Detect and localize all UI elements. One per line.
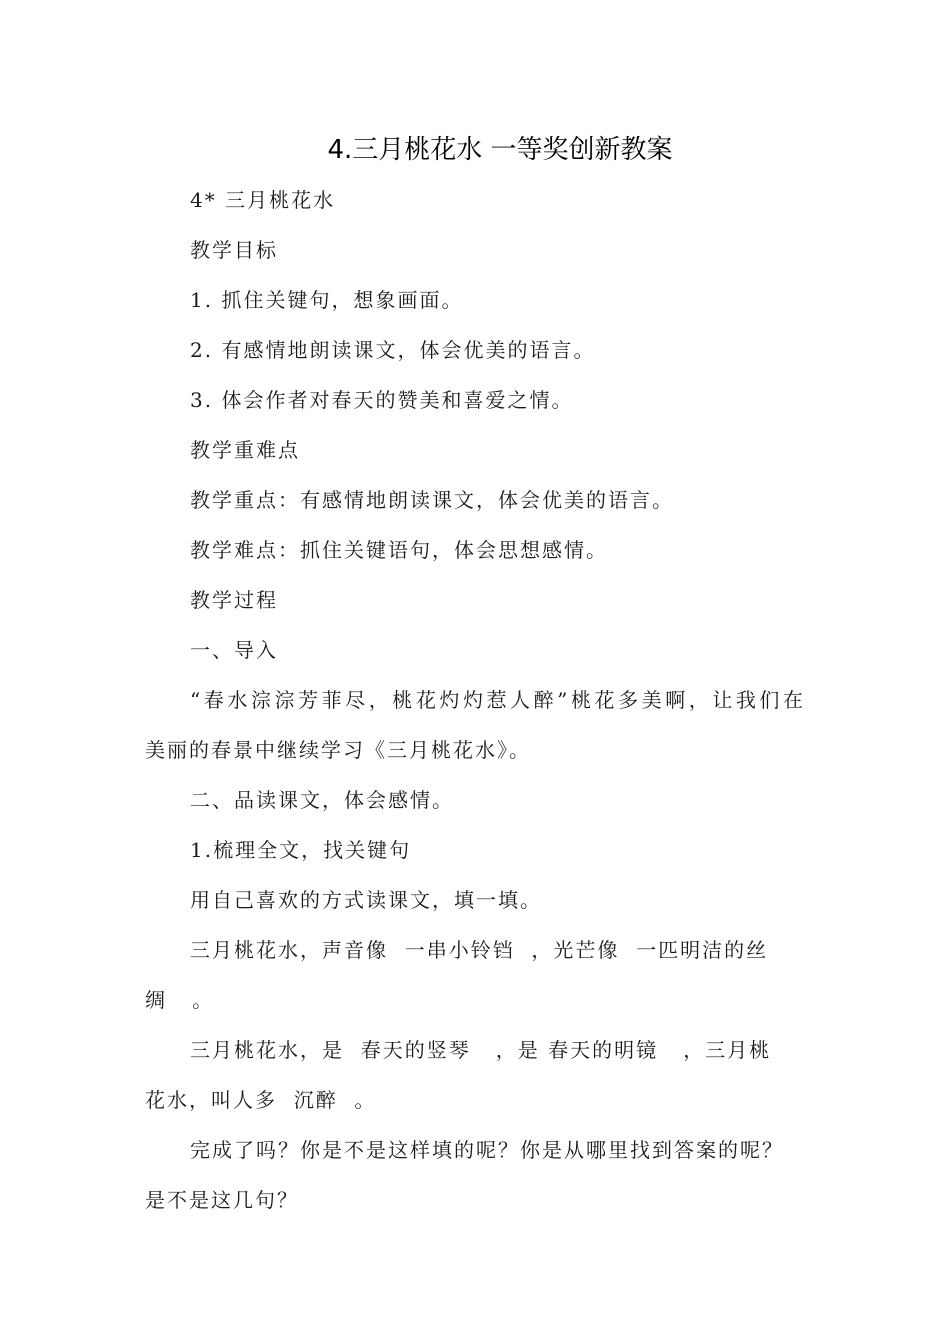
fill-blank-line: 绸 。: [145, 988, 215, 1012]
paragraph-line: 完成了吗？你是不是这样填的呢？你是从哪里找到答案的呢？: [190, 1138, 784, 1162]
objective-item: 2. 有感情地朗读课文，体会优美的语言。: [190, 338, 596, 362]
paragraph-line: 美丽的春景中继续学习《三月桃花水》。: [145, 738, 531, 762]
section-heading: 教学过程: [190, 588, 278, 612]
difficult-point-line: 教学难点：抓住关键语句，体会思想感情。: [190, 538, 608, 562]
step-heading: 一、导入: [190, 638, 278, 662]
subtitle-line: 4* 三月桃花水: [190, 188, 336, 212]
sub-step-heading: 1.梳理全文，找关键句: [190, 838, 412, 862]
document-title: 4.三月桃花水 一等奖创新教案: [327, 135, 673, 165]
paragraph-line: 是不是这几句？: [145, 1188, 299, 1212]
paragraph-line: “春水淙淙芳菲尽，桃花灼灼惹人醉”桃花多美啊，让我们在: [190, 688, 805, 712]
step-heading: 二、品读课文，体会感情。: [190, 788, 454, 812]
instruction-line: 用自己喜欢的方式读课文，填一填。: [190, 888, 542, 912]
objective-item: 1. 抓住关键句，想象画面。: [190, 288, 464, 312]
section-heading: 教学重难点: [190, 438, 300, 462]
fill-blank-line: 三月桃花水，是 春天的竖琴 ，是 春天的明镜 ，三月桃: [190, 1038, 772, 1062]
fill-blank-line: 三月桃花水，声音像 一串小铃铛 ，光芒像 一匹明洁的丝: [190, 938, 769, 962]
objective-item: 3. 体会作者对春天的赞美和喜爱之情。: [190, 388, 574, 412]
fill-blank-line: 花水，叫人多 沉醉 。: [145, 1088, 377, 1112]
key-point-line: 教学重点：有感情地朗读课文，体会优美的语言。: [190, 488, 674, 512]
section-heading: 教学目标: [190, 238, 278, 262]
